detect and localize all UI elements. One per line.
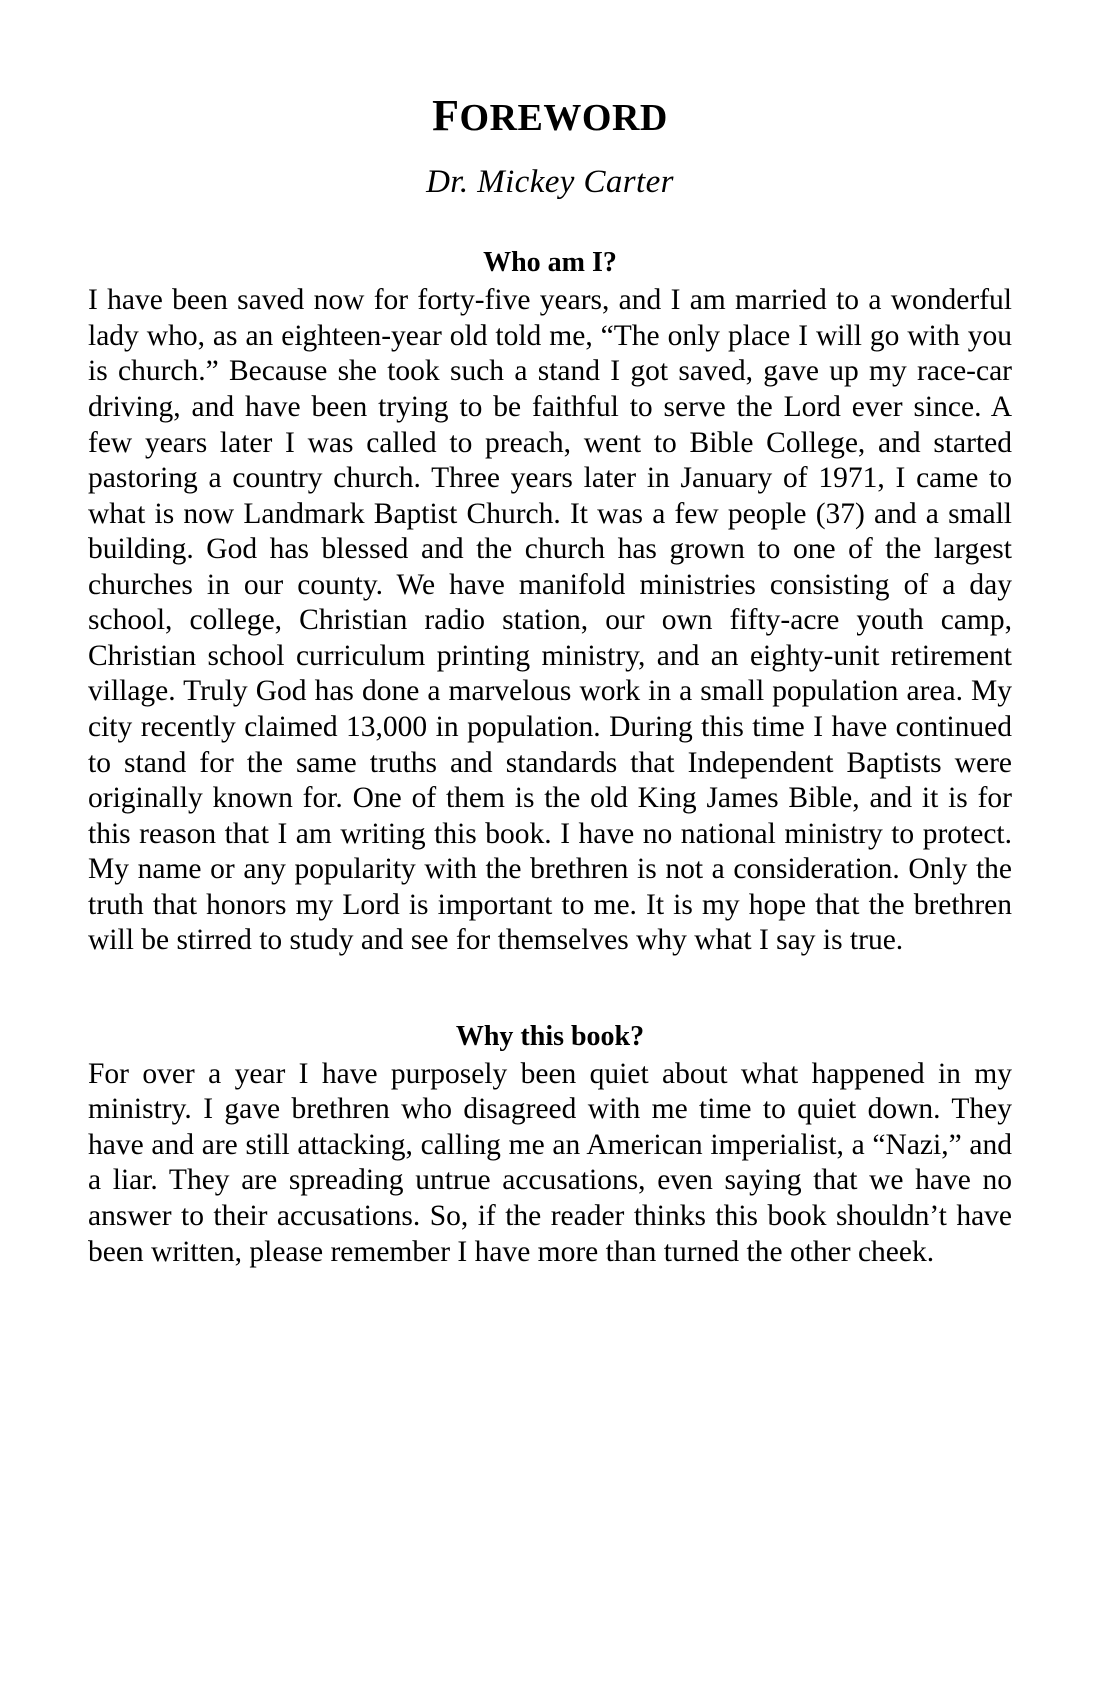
page-title: FOREWORD <box>432 91 668 140</box>
section-heading: Why this book? <box>455 1020 645 1052</box>
section-body: I have been saved now for forty-five years, and I am married to a wonderful lady who, as an eighteen-year old told me, “The only place I will go with you is church.” Because she took such a stand I got saved, gave up my race-car driving, and have been trying to be faithful to serve the Lord ever since. A few years later I was called to preach, went to Bible College, and started pastoring a country church. Three years later in January of 1971, I came to what is now Landmark Baptist Church. It was a few people (37) and a small building. God has blessed and the church has grown to one of the largest churches in our county. We have manifold ministries consisting of a day school, college, Christian radio station, our own fifty-acre youth camp, Christian school curriculum printing ministry, and an eighty-unit retirement village. Truly God has done a marvelous work in a small population area. My city recently claimed 13,000 in population. During this time I have continued to stand for the same truths and standards that Independent Baptists were originally known for. One of them is the old King James Bible, and it is for this reason that I am writing this book. I have no national ministry to protect. My name or any popularity with the brethren is not a consideration. Only the truth that honors my Lord is important to me. It is my hope that the brethren will be stirred to study and see for themselves why what I say is true. <box>88 284 1012 957</box>
author-name: Dr. Mickey Carter <box>426 164 674 201</box>
section-body: For over a year I have purposely been quiet about what happened in my ministry. I gave brethren who disagreed with me time to quiet down. They have and are still attacking, calling me an American imperialist, a “Nazi,” and a liar. They are spreading untrue accusations, even saying that we have no answer to their accusations. So, if the reader thinks this book shouldn’t have been written, please remember I have more than turned the other cheek. <box>88 1057 1012 1268</box>
section-why-this-book <box>88 1021 1012 1270</box>
section-heading: Who am I? <box>483 247 617 279</box>
section-who-am-i <box>88 247 1012 958</box>
